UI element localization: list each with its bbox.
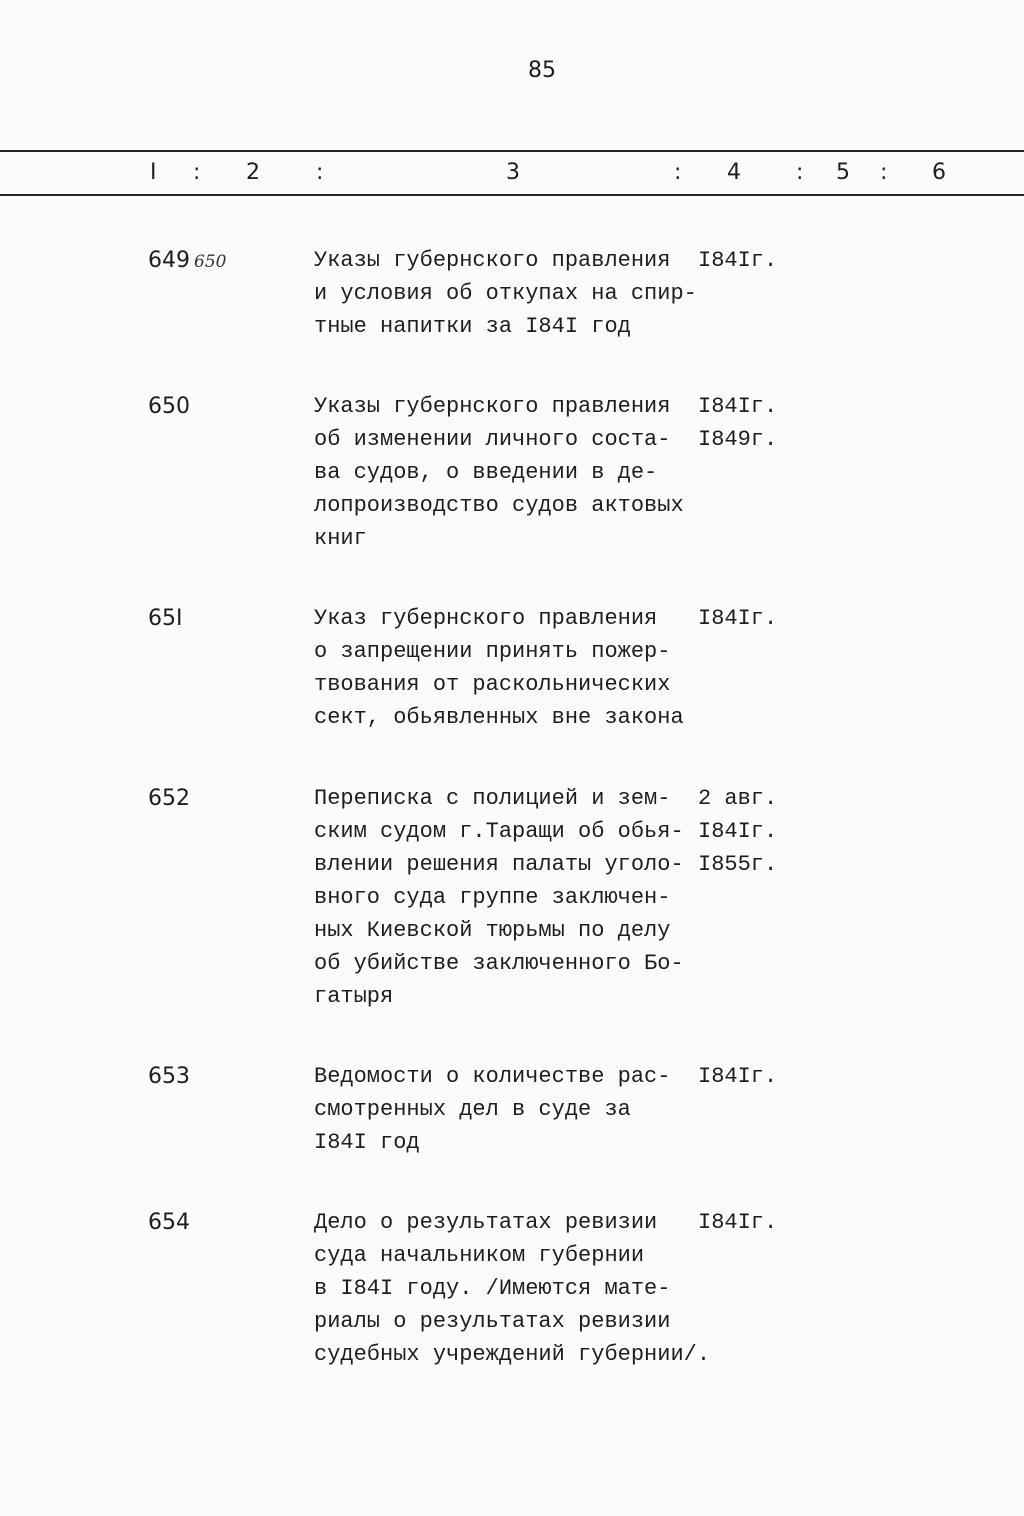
description-line: лопроизводство судов актовых [314,493,684,518]
item-number [148,248,226,273]
description-line: I84I год [314,1130,420,1155]
item-number-text: 652 [148,786,190,811]
description-line: тные напитки за I84I год [314,314,631,339]
date-line: I849г. [698,427,778,452]
date-line: I84Iг. [698,606,778,631]
description-line: суда начальником губернии [314,1243,645,1268]
item-number-text: 649 [148,248,190,273]
description-line: книг [314,526,367,551]
description-line: Указы губернского правления [314,394,671,419]
date-line: I84Iг. [698,248,778,273]
handwritten-correction: 650 [194,252,227,272]
description-line: влении решения палаты уголо- [314,852,684,877]
item-number-text: 650 [148,394,190,419]
column-number: I [150,160,157,185]
description-line: гатыря [314,984,394,1009]
item-number [148,1064,190,1089]
header-rule-bottom [0,194,1024,196]
item-number [148,394,190,419]
header-rule-top [0,150,1024,152]
description-line: Указ губернского правления [314,606,658,631]
item-number-text: 654 [148,1210,190,1235]
description-line: об изменении личного соста- [314,427,671,452]
column-number: 5 [836,160,850,185]
column-separator: : [674,160,682,185]
description-line: ским судом г.Таращи об обья- [314,819,684,844]
description-line: риалы о результатах ревизии [314,1309,671,1334]
description-line: Дело о результатах ревизии [314,1210,658,1235]
description-line: в I84I году. /Имеются мате- [314,1276,671,1301]
column-separator: : [316,160,324,185]
date-line: I84Iг. [698,1064,778,1089]
date-line: I84Iг. [698,1210,778,1235]
date-line: I84Iг. [698,394,778,419]
item-number [148,606,182,631]
page-number: 85 [528,58,556,83]
item-number-text: 65I [148,606,183,631]
date-line: 2 авг. [698,786,778,811]
column-separator: : [796,160,804,185]
column-separator: : [193,160,201,185]
description-line: ва судов, о введении в де- [314,460,658,485]
item-number-text: 653 [148,1064,190,1089]
description-line: смотренных дел в суде за [314,1097,631,1122]
item-number [148,786,190,811]
column-separator: : [880,160,888,185]
description-line: сект, обьявленных вне закона [314,705,684,730]
description-line: Указы губернского правления [314,248,671,273]
description-line: ных Киевской тюрьмы по делу [314,918,671,943]
description-line: и условия об откупах на спир- [314,281,697,306]
column-number: 4 [727,160,741,185]
column-number: 3 [506,160,520,185]
date-line: I855г. [698,852,778,877]
description-line: судебных учреждений губернии/. [314,1342,711,1367]
item-number [148,1210,190,1235]
column-number: 2 [246,160,260,185]
description-line: твования от раскольнических [314,672,671,697]
description-line: Ведомости о количестве рас- [314,1064,671,1089]
date-line: I84Iг. [698,819,778,844]
description-line: об убийстве заключенного Бо- [314,951,684,976]
description-line: вного суда группе заключен- [314,885,671,910]
column-number: 6 [932,160,946,185]
description-line: Переписка с полицией и зем- [314,786,671,811]
description-line: о запрещении принять пожер- [314,639,671,664]
